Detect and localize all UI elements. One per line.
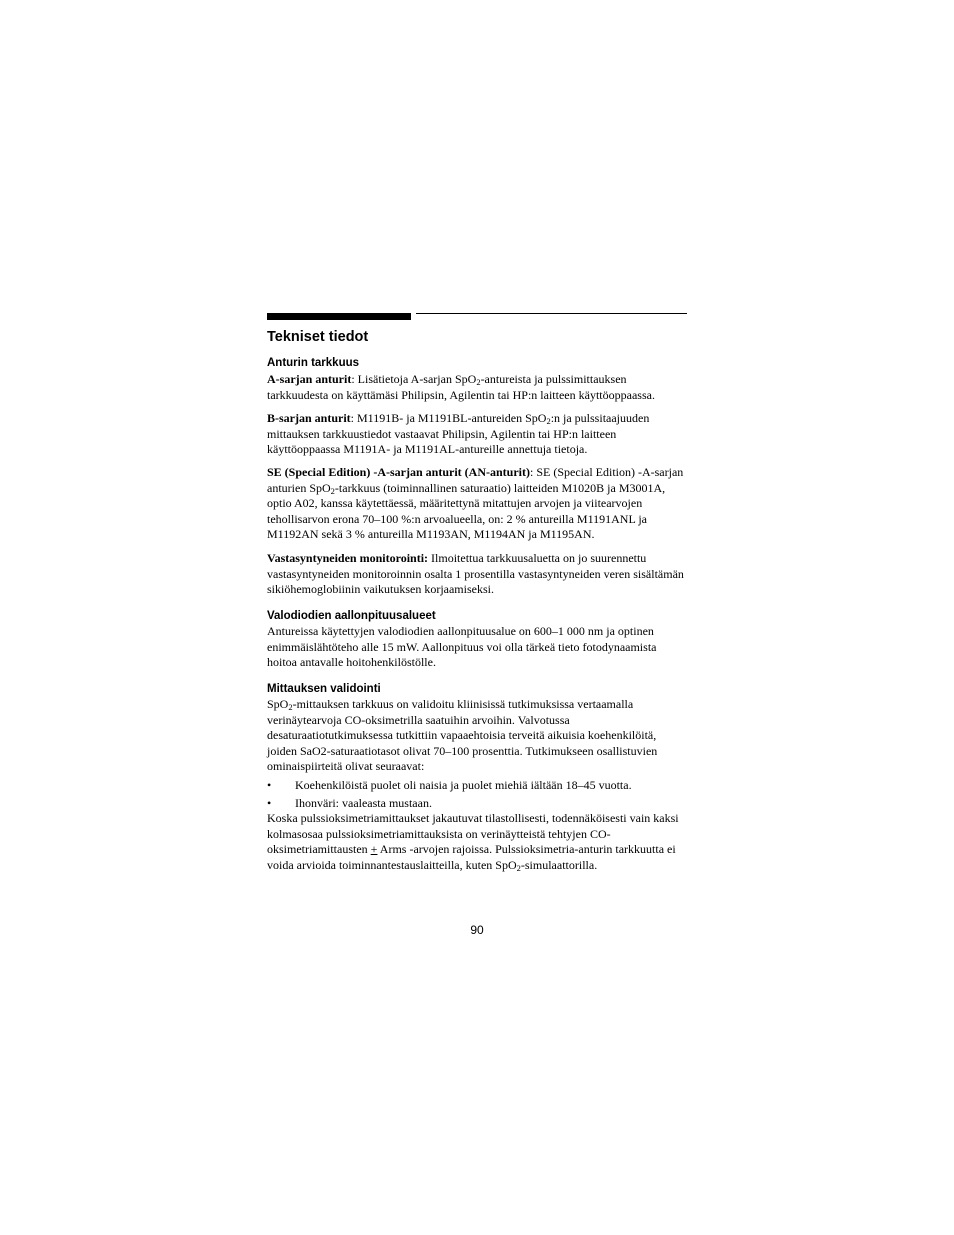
text-closing-2: Arms -arvojen rajoissa. Pulssioksimetria-anturin tarkkuutta ei voida arvioida toiminnantestauslaitteilla, kuten SpO <box>267 842 676 872</box>
subscript: 2 <box>476 377 481 387</box>
text-se-1: : SE (Special Edition) -A-sarjan anturien SpO <box>267 465 684 495</box>
para-a-series <box>267 372 687 403</box>
page-number: 90 <box>470 923 484 937</box>
list-item-text: Ihonväri: vaaleasta mustaan. <box>295 796 432 810</box>
text-closing-3: -simulaattorilla. <box>520 857 598 872</box>
label-neonatal: Vastasyntyneiden monitorointi: <box>267 551 429 565</box>
para-se-series <box>267 465 687 543</box>
label-b-series: B-sarjan anturit <box>267 411 351 425</box>
heading-wavelength: Valodiodien aallonpituusalueet <box>267 610 436 622</box>
text-a-series-1: : Lisätietoja A-sarjan SpO <box>351 372 477 386</box>
para-neonatal <box>267 551 687 598</box>
text-se-2: -tarkkuus (toiminnallinen saturaatio) laitteiden M1020B ja M3001A, optio A02, kanssa käytettäessä, määritettynä mitattujen arvojen ja viitearvojen tehollisarvon erona 70–100 %:n arvoalueella, on: 2 % antureilla M1191ANL ja M1192AN sekä 3 % antureilla M1193AN, M1194AN ja M1195AN. <box>267 480 666 542</box>
para-validation-closing <box>267 811 687 873</box>
subscript: 2 <box>330 485 335 496</box>
header-rule-thick <box>267 313 411 320</box>
heading-validation: Mittauksen validointi <box>267 683 381 695</box>
label-se-series: SE (Special Edition) -A-sarjan anturit (AN-anturit) <box>267 465 530 479</box>
heading-accuracy: Anturin tarkkuus <box>267 357 360 369</box>
para-validation-intro <box>267 697 687 775</box>
subscript: 2 <box>516 862 521 873</box>
text-b-series-2: :n ja pulssitaajuuden mittauksen tarkkuustiedot vastaavat Philipsin, Agilentin tai HP:n laitteen käyttöoppaassa M1191A- ja M1191AL-antureille annettuja tietoja. <box>267 411 650 457</box>
para-wavelength: Antureissa käytettyjen valodiodien aallonpituusalue on 600–1 000 nm ja optinen enimmäislähtöteho alle 15 mW. Aallonpituus voi olla tärkeä tieto fotodynaamista hoitoa antavalle hoitohenkilöstölle. <box>267 624 657 670</box>
text-intro-2: -mittauksen tarkkuus on validoitu kliinisissä tutkimuksissa vertaamalla verinäytearvoja CO-oksimetrilla saatuihin arvoihin. Valvotussa desaturaatiotutkimuksessa tutkittiin vapaaehtoisia terveitä aikuisia koehenkilöitä, joiden SaO2-saturaatiotasot olivat 70–100 prosenttia. Tutkimukseen osallistuvien ominaispiirteitä olivat seuraavat: <box>267 697 658 774</box>
subscript: 2 <box>546 416 551 426</box>
text-a-series-2: -antureista ja pulssimittauksen tarkkuudesta on käyttämäsi Philipsin, Agilentin tai HP:n laitteen käyttöoppaassa. <box>267 372 655 402</box>
subscript: 2 <box>288 702 293 712</box>
label-a-series: A-sarjan anturit <box>267 372 352 386</box>
para-b-series <box>267 411 687 458</box>
bullet-icon: • <box>267 796 272 810</box>
plus-minus-symbol: + <box>370 842 378 857</box>
text-b-series-1: : M1191B- ja M1191BL-antureiden SpO <box>350 411 547 425</box>
text-closing-1: Koska pulssioksimetriamittaukset jakautuvat tilastollisesti, todennäköisesti vain kaksi kolmasosaa pulssioksimetriamittauksista on verinäytteistä tehtyjen CO-oksimetriamittausten <box>267 811 679 857</box>
text-neonatal: Ilmoitettua tarkkuusaluetta on jo suurennettu vastasyntyneiden monitoroinnin osalta 1 prosentilla vastasyntyneiden veren sisältämän sikiöhemoglobiinin vaikutuksen korjaamiseksi. <box>267 551 684 597</box>
list-item-text: Koehenkilöistä puolet oli naisia ja puolet miehiä iältään 18–45 vuotta. <box>295 778 632 792</box>
bullet-icon: • <box>267 778 272 792</box>
page-title: Tekniset tiedot <box>267 329 369 345</box>
text-intro-1: SpO <box>267 697 289 711</box>
header-rule-thin <box>416 313 687 314</box>
